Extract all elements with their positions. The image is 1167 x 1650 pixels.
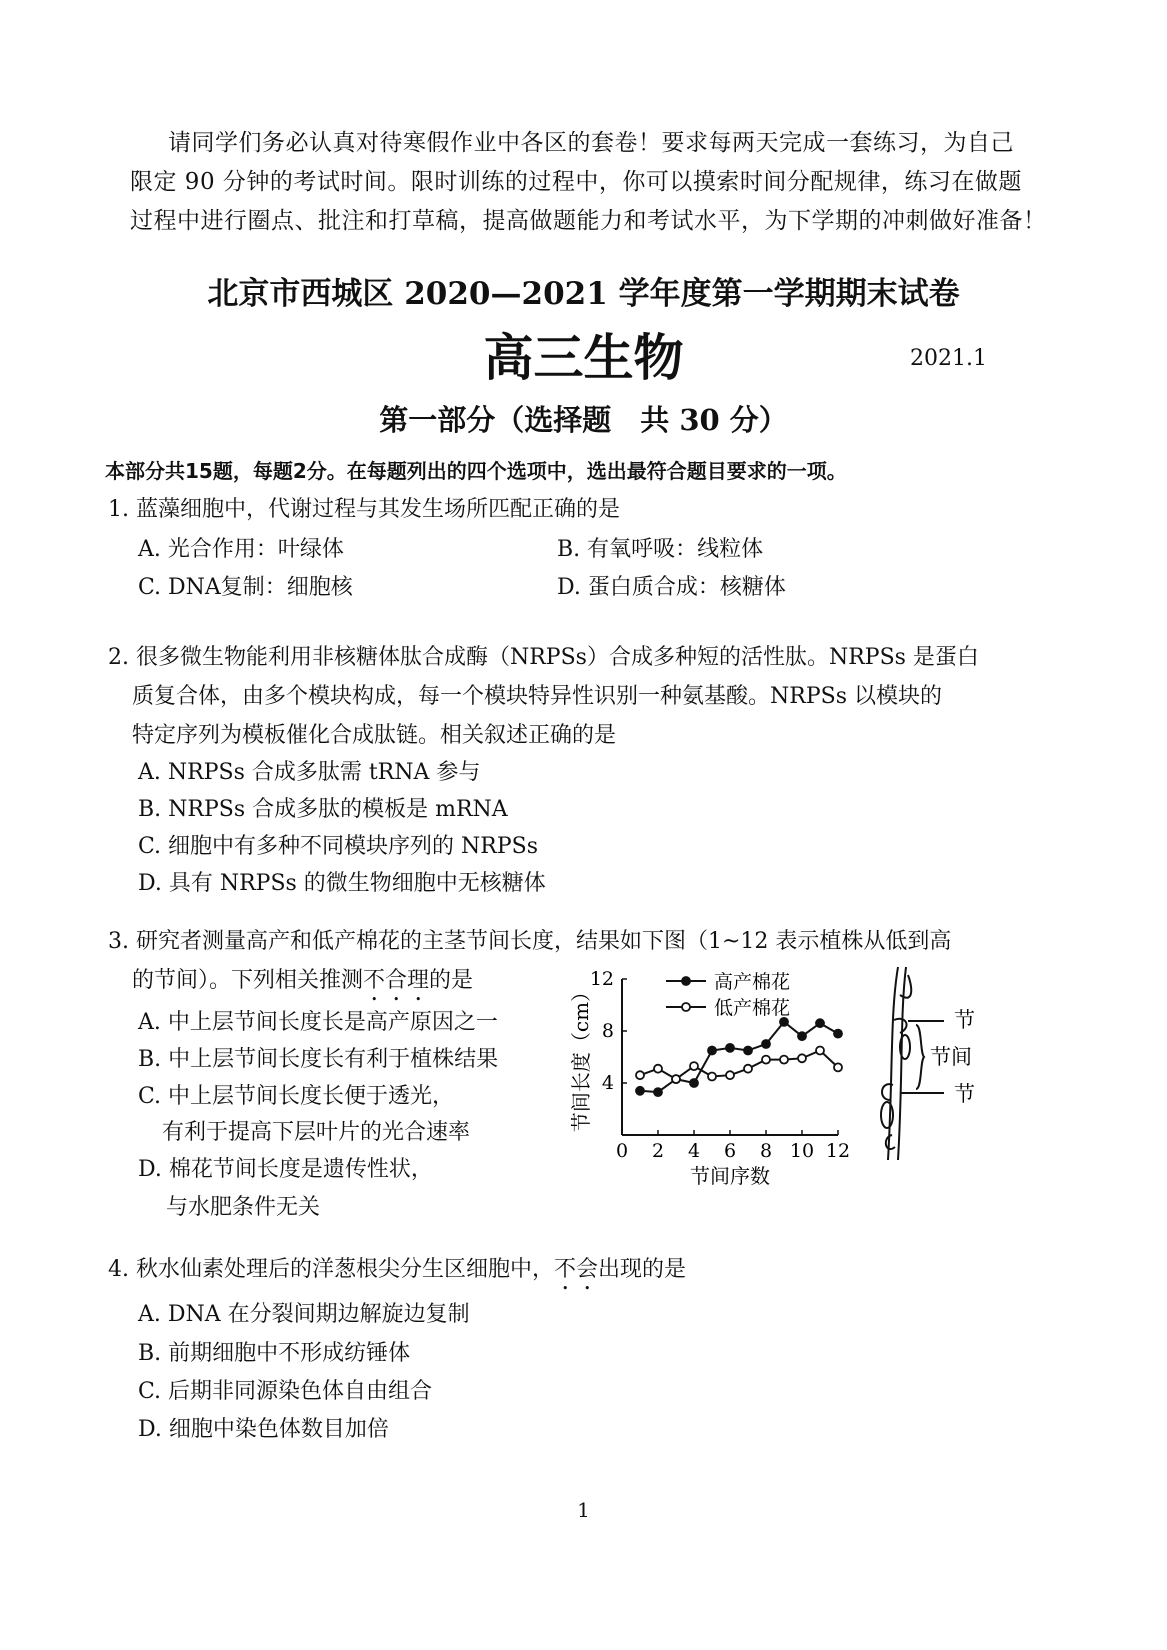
question-3-option-c-cont: 有利于提高下层叶片的光合速率 (162, 1120, 471, 1145)
x-tick-label: 0 (615, 1140, 629, 1162)
series-1-point (708, 1047, 716, 1055)
intro-line-1: 请同学们务必认真对待寒假作业中各区的套卷！要求每两天完成一套练习，为自己 (168, 130, 1014, 156)
x-tick-label: 12 (825, 1140, 851, 1162)
series-1-point (816, 1019, 824, 1027)
series-1-point (690, 1079, 698, 1087)
y-tick-label: 4 (601, 1072, 614, 1094)
legend-entry-2: 低产棉花 (714, 997, 791, 1019)
question-1-option-c: C. DNA复制：细胞核 (138, 575, 353, 600)
page-number: 1 (577, 1498, 590, 1522)
instructions: 本部分共15题，每题2分。在每题列出的四个选项中，选出最符合题目要求的一项。 (105, 459, 847, 483)
exam-title: 北京市西城区 2020—2021 学年度第一学期期末试卷 (207, 276, 960, 312)
question-4-stem-pre: 4. 秋水仙素处理后的洋葱根尖分生区细胞中， (108, 1257, 554, 1282)
question-2-option-a: A. NRPSs 合成多肽需 tRNA 参与 (138, 760, 481, 785)
series-1-point (726, 1044, 734, 1052)
series-line-2 (640, 1051, 838, 1080)
question-1-stem: 1. 蓝藻细胞中，代谢过程与其发生场所匹配正确的是 (108, 497, 620, 522)
question-3-stem-post: 的是 (429, 968, 474, 993)
label-node-bottom: 节 (954, 1082, 975, 1106)
x-tick-label: 6 (723, 1140, 737, 1162)
legend-entry-1: 高产棉花 (714, 971, 791, 993)
question-3-option-c: C. 中上层节间长度长便于透光， (138, 1084, 455, 1109)
question-2 (108, 638, 1068, 755)
label-node-top: 节 (954, 1008, 975, 1032)
y-tick-label: 12 (589, 968, 614, 990)
series-2-point (726, 1071, 734, 1079)
question-1-option-a: A. 光合作用：叶绿体 (138, 537, 344, 562)
question-2-stem-line-3: 特定序列为模板催化合成肽链。相关叙述正确的是 (132, 723, 617, 748)
series-2-point (690, 1062, 698, 1070)
series-2-point (762, 1056, 770, 1064)
question-3-option-d-cont: 与水肥条件无关 (166, 1195, 321, 1220)
question-2-stem-line-2: 质复合体，由多个模块构成，每一个模块特异性识别一种氨基酸。NRPSs 以模块的 (132, 684, 942, 709)
series-1-point (834, 1030, 842, 1038)
question-2-option-b: B. NRPSs 合成多肽的模板是 mRNA (138, 797, 508, 822)
intro-line-2: 限定 90 分钟的考试时间。限时训练的过程中，你可以摸索时间分配规律，练习在做题 (130, 169, 1022, 195)
series-1-point (798, 1032, 806, 1040)
question-4-option-c: C. 后期非同源染色体自由组合 (138, 1379, 433, 1404)
series-2-point (834, 1063, 842, 1071)
question-4-option-d: D. 细胞中染色体数目加倍 (138, 1417, 389, 1442)
series-1-point (780, 1018, 788, 1026)
exam-date: 2021.1 (910, 346, 987, 371)
intro-paragraph (130, 124, 1050, 241)
series-2-point (744, 1065, 752, 1073)
question-3-stem-pre: 的节间）。下列相关推测 (132, 968, 364, 993)
question-2-option-c: C. 细胞中有多种不同模块序列的 NRPSs (138, 834, 539, 859)
x-tick-label: 8 (759, 1140, 773, 1162)
question-3-option-b: B. 中上层节间长度长有利于植株结果 (138, 1047, 499, 1072)
question-1-option-d: D. 蛋白质合成：核糖体 (557, 575, 786, 600)
question-4-stem-emphasis: 不会 (554, 1257, 599, 1282)
question-4 (108, 1250, 1068, 1295)
series-2-point (708, 1073, 716, 1081)
question-2-stem-line-1: 2. 很多微生物能利用非核糖体肽合成酶（NRPSs）合成多种短的活性肽。NRPSs 是蛋白 (108, 645, 979, 670)
x-axis-label: 节间序数 (690, 1164, 770, 1188)
series-2-point (798, 1054, 806, 1062)
series-2-point (636, 1071, 644, 1079)
part-title: 第一部分（选择题 共 30 分） (379, 403, 788, 437)
series-2-point (816, 1047, 824, 1055)
stem-drawing (881, 967, 911, 1160)
series-2-point (654, 1065, 662, 1073)
x-tick-label: 2 (651, 1140, 665, 1162)
question-4-stem (108, 1250, 1068, 1295)
series-1-point (744, 1047, 752, 1055)
series-2-point (780, 1056, 788, 1064)
question-4-option-a: A. DNA 在分裂间期边解旋边复制 (138, 1302, 470, 1327)
question-3-stem-line-1: 3. 研究者测量高产和低产棉花的主茎节间长度，结果如下图（1~12 表示植株从低到高 (108, 929, 952, 954)
question-3-option-a: A. 中上层节间长度长是高产原因之一 (138, 1010, 498, 1035)
series-2-point (672, 1075, 680, 1083)
legend-marker-1 (682, 977, 690, 985)
y-tick-label: 8 (601, 1020, 614, 1042)
legend-marker-2 (682, 1003, 690, 1011)
series-1-point (762, 1040, 770, 1048)
series-line-1 (640, 1022, 838, 1092)
question-3-option-d: D. 棉花节间长度是遗传性状， (138, 1157, 433, 1182)
intro-line-3: 过程中进行圈点、批注和打草稿，提高做题能力和考试水平，为下学期的冲刺做好准备！ (130, 208, 1047, 234)
question-2-option-d: D. 具有 NRPSs 的微生物细胞中无核糖体 (138, 871, 546, 896)
question-3-stem-emphasis: 不合理 (363, 968, 430, 993)
subject-title: 高三生物 (483, 329, 684, 387)
internode-brace (916, 1025, 924, 1089)
cotton-stem-diagram (860, 965, 990, 1175)
question-1-option-b: B. 有氧呼吸：线粒体 (557, 537, 764, 562)
label-internode: 节间 (930, 1045, 972, 1069)
series-1-point (654, 1088, 662, 1096)
question-4-stem-post: 出现的是 (598, 1257, 687, 1282)
question-4-option-b: B. 前期细胞中不形成纺锤体 (138, 1341, 411, 1366)
series-1-point (636, 1087, 644, 1095)
y-axis-label: 节间长度（cm） (569, 981, 593, 1133)
x-tick-label: 10 (789, 1140, 815, 1162)
internode-length-chart (560, 965, 860, 1195)
x-tick-label: 4 (687, 1140, 701, 1162)
question-1 (108, 490, 1068, 529)
